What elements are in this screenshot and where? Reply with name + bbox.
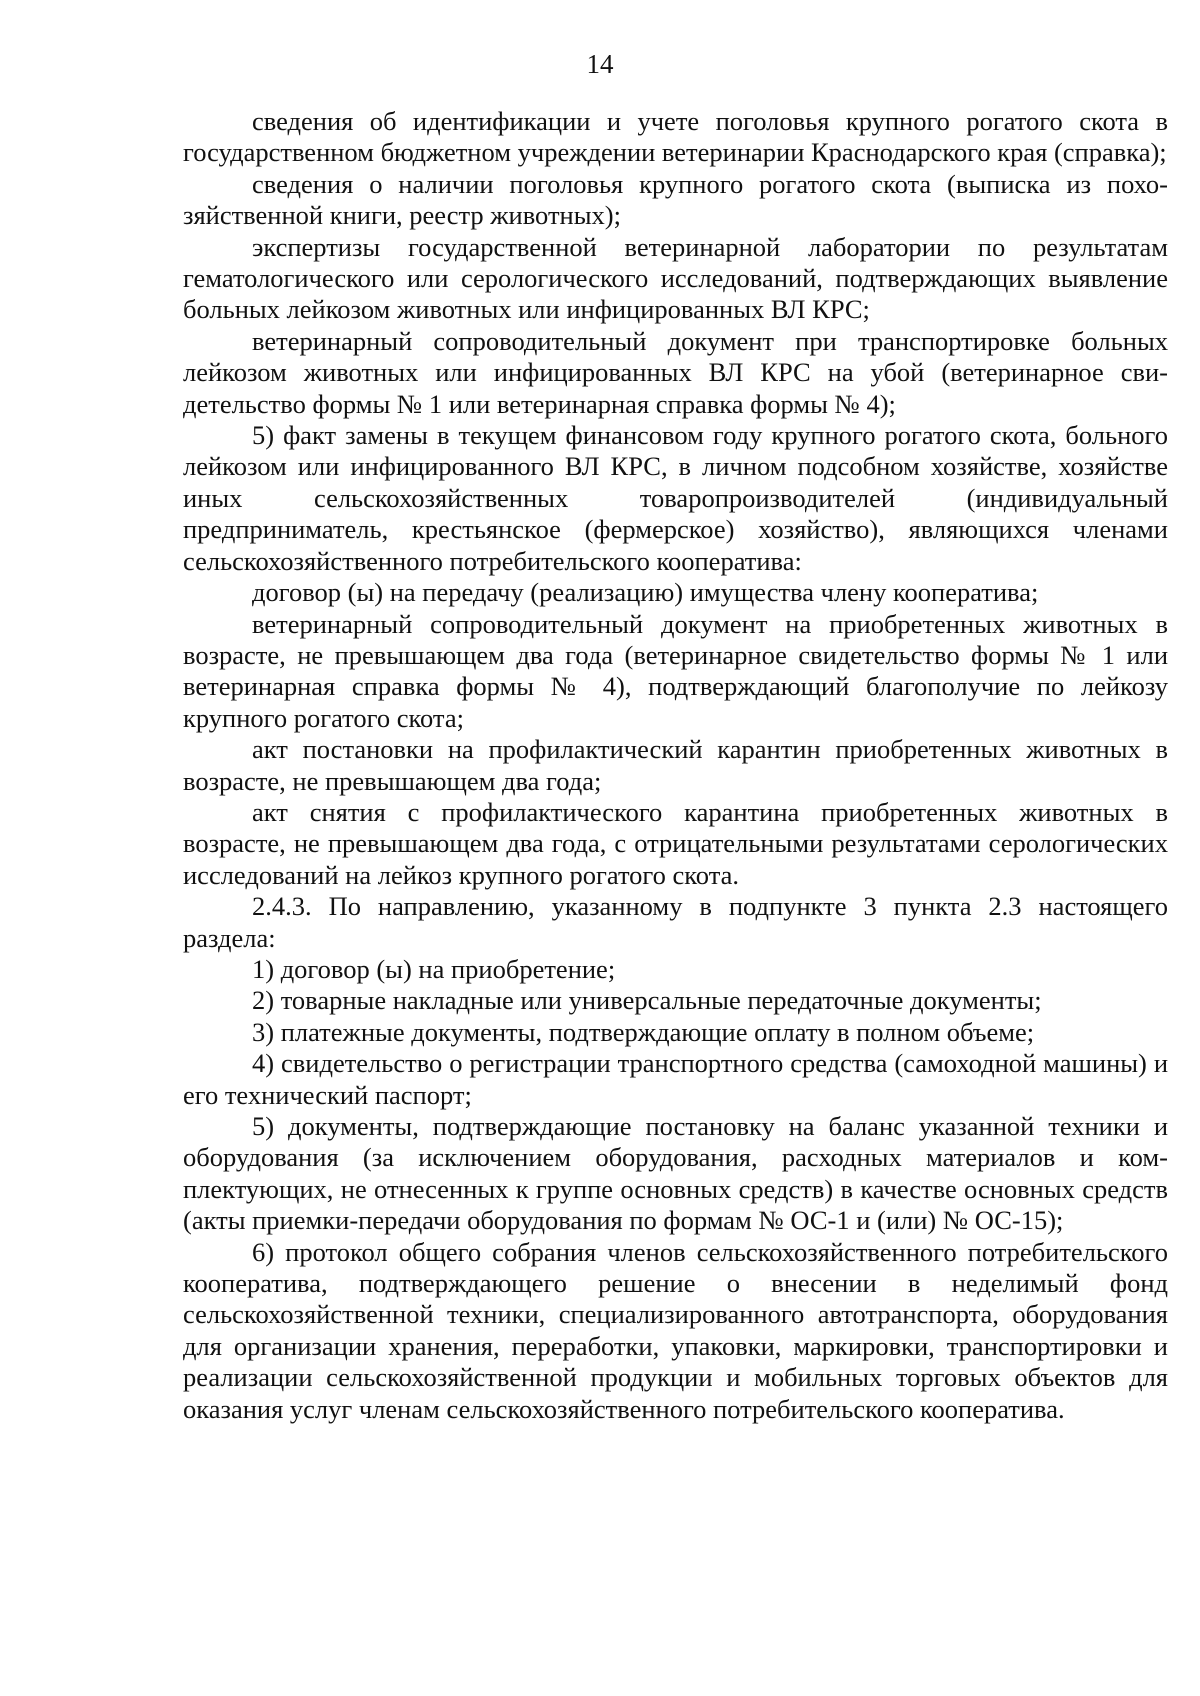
- paragraph-section-2-4-3: 2.4.3. По направлению, указанному в подпункте 3 пункта 2.3 настоящего раздела:: [183, 891, 1168, 953]
- paragraph-lab-expertise: экспертизы государственной ветеринарной лаборатории по результатам гематологического или серологического исследований, подтверждающих выявление больных лейкозом животных или инфицированных ВЛ КРС;: [183, 231, 1168, 325]
- paragraph-vet-document-acquired-animals: ветеринарный сопроводительный документ на приобретенных животных в возрасте, не превышающем два года (ветеринарное свидетельство формы № 1 или ветеринарная справка формы № 4), подтверждающий благополучие по лейкозу крупного рогатого скота;: [183, 608, 1168, 733]
- paragraph-cattle-identification-info: сведения об идентификации и учете поголовья крупного рогатого скота в государственном бюджетном учреждении ветеринарии Краснодарского края (справка);: [183, 106, 1168, 168]
- paragraph-item-3-payment-documents: 3) платежные документы, подтверждающие оплату в полном объеме;: [252, 1016, 1035, 1047]
- paragraph-quarantine-placement-act: акт постановки на профилактический карантин приобретенных животных в возрасте, не превышающем два года;: [183, 734, 1168, 796]
- page-number: 14: [586, 49, 614, 79]
- paragraph-item-4-vehicle-registration: 4) свидетельство о регистрации транспортного средства (самоходной машины) и его технический паспорт;: [183, 1048, 1168, 1110]
- paragraph-item-1-purchase-contract: 1) договор (ы) на приобретение;: [252, 953, 616, 984]
- paragraph-item-5-cattle-replacement: 5) факт замены в текущем финансовом году крупного рогатого скота, больного лейкозом или инфицированного ВЛ КРС, в личном подсобном хозяйстве, хозяйстве иных сельскохозяйственных товаропроизводителей (индивидуальный предприниматель, крестьянское (фермерское) хозяйство), являющихся членами сельскохозяйственного потребительского кооператива:: [183, 420, 1168, 576]
- paragraph-item-6-meeting-protocol: 6) протокол общего собрания членов сельскохозяйственного потребительского кооператива, подтверждающего решение о внесении в неделимый фонд сельскохозяйственной техники, специализированного автотранспорта, оборудования для организации хранения, переработки, упаковки, маркировки, транспортировки и реализации сельскохозяйственной продукции и мобильных торговых объектов для оказания услуг членам сельскохозяйственного потребительского кооператива.: [183, 1236, 1168, 1424]
- paragraph-vet-transport-document: ветеринарный сопроводительный документ при транспортировке больных лейкозом животных или инфицированных ВЛ КРС на убой (ветеринарное свидетельство формы № 1 или ветеринарная справка формы № 4);: [183, 325, 1168, 419]
- paragraph-quarantine-removal-act: акт снятия с профилактического карантина приобретенных животных в возрасте, не превышающем два года, с отрицательными результатами серологических исследований на лейкоз крупного рогатого скота.: [183, 796, 1168, 890]
- paragraph-transfer-contract: договор (ы) на передачу (реализацию) имущества члену кооператива;: [252, 577, 1039, 608]
- paragraph-cattle-headcount-info: сведения о наличии поголовья крупного рогатого скота (выписка из похозяйственной книги, реестр животных);: [183, 168, 1168, 231]
- paragraph-item-5-balance-documents: 5) документы, подтверждающие постановку на баланс указанной техники и оборудования (за исключением оборудования, расходных материалов и комплектующих, не отнесенных к группе основных средств) в качестве основных средств (акты приемки-передачи оборудования по формам № ОС-1 и (или) № ОС-15);: [183, 1111, 1168, 1236]
- paragraph-item-2-waybills: 2) товарные накладные или универсальные передаточные документы;: [252, 985, 1042, 1016]
- document-body: [183, 106, 1168, 1425]
